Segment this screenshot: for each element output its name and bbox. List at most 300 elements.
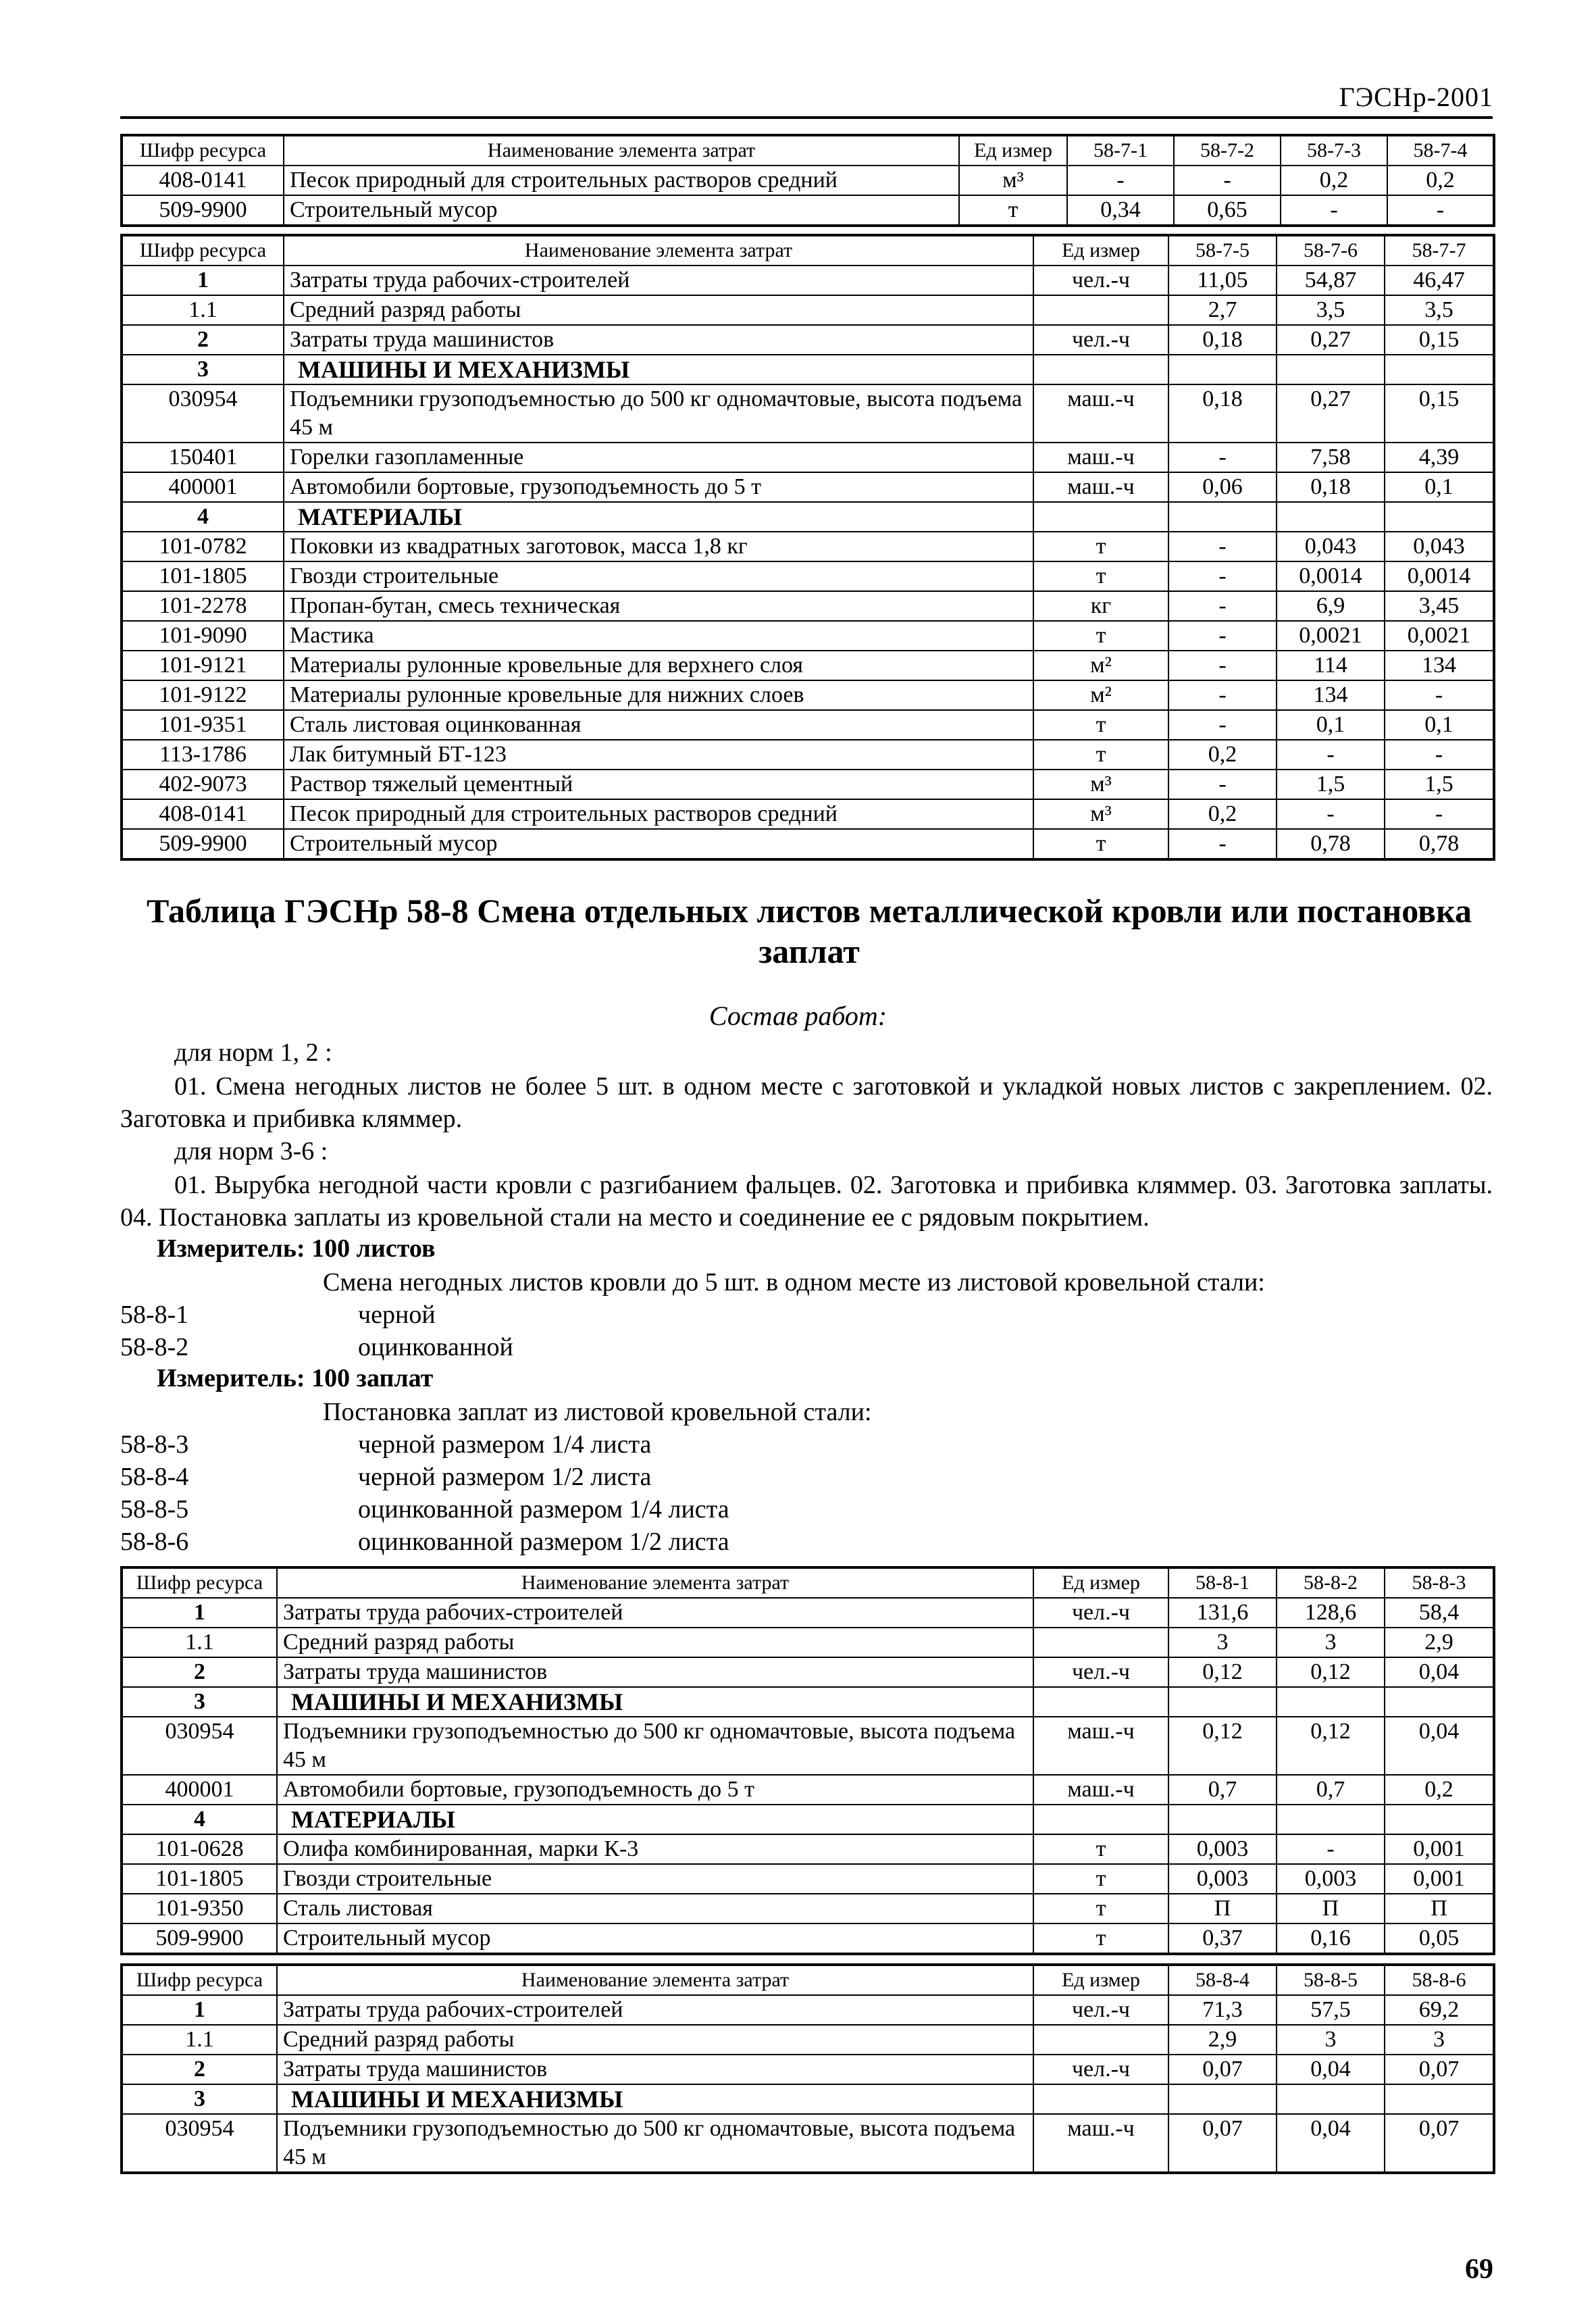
unit-cell <box>1033 2084 1168 2114</box>
value-cell: 71,3 <box>1168 1995 1277 2025</box>
table-row <box>122 770 1494 799</box>
value-cell: - <box>1277 740 1385 770</box>
table-row <box>122 2055 1494 2084</box>
cost-element-name-cell: Затраты труда рабочих-строителей <box>277 1598 1033 1628</box>
norm-58-8-4: 58-8-4 черной размером 1/2 листа <box>120 1463 652 1491</box>
cost-element-name-cell: Сталь листовая оцинкованная <box>284 710 1033 740</box>
norms-1-2-description: 01. Смена негодных листов не более 5 шт. в одном месте с заготовкой и укладкой новых листов с закреплением. 02. Заготовка и прибивка кляммер. <box>120 1072 1493 1133</box>
resource-code-cell: 101-1805 <box>122 1864 277 1894</box>
table-row <box>122 2114 1494 2173</box>
value-cell: 7,58 <box>1277 443 1385 472</box>
page-number: 69 <box>1465 2254 1493 2285</box>
cost-element-name-cell: Поковки из квадратных заготовок, масса 1,8 кг <box>284 532 1033 561</box>
resource-code-cell: 509-9900 <box>122 195 284 226</box>
unit-cell: м³ <box>959 166 1067 195</box>
value-cell: 134 <box>1277 680 1385 710</box>
value-cell: 0,18 <box>1277 472 1385 502</box>
table-row <box>122 1864 1494 1894</box>
value-cell: - <box>1385 740 1494 770</box>
value-cell <box>1277 1687 1385 1717</box>
value-cell: 0,043 <box>1277 532 1385 561</box>
table-row <box>122 1995 1494 2025</box>
value-cell: - <box>1168 561 1277 591</box>
column-header: 58-7-6 <box>1277 235 1385 266</box>
norm-58-8-1: 58-8-1 черной <box>120 1301 436 1329</box>
column-header: 58-7-7 <box>1385 235 1494 266</box>
norms-3-6-label: для норм 3-6 : <box>174 1137 328 1165</box>
value-cell: 0,003 <box>1168 1864 1277 1894</box>
cost-element-name-cell: МАШИНЫ И МЕХАНИЗМЫ <box>277 1687 1033 1717</box>
column-header: Наименование элемента затрат <box>284 135 959 166</box>
value-cell: - <box>1168 591 1277 621</box>
value-cell: 0,12 <box>1277 1717 1385 1775</box>
cost-element-name-cell: Средний разряд работы <box>277 1628 1033 1657</box>
value-cell: - <box>1385 799 1494 829</box>
value-cell <box>1385 2084 1494 2114</box>
resource-code-cell: 3 <box>122 2084 277 2114</box>
unit-cell: маш.-ч <box>1033 2114 1168 2173</box>
cost-element-name-cell: Затраты труда машинистов <box>284 325 1033 355</box>
unit-cell <box>1033 295 1168 325</box>
value-cell: 4,39 <box>1385 443 1494 472</box>
value-cell: 3 <box>1168 1628 1277 1657</box>
unit-cell: чел.-ч <box>1033 1657 1168 1687</box>
column-header: Наименование элемента затрат <box>284 235 1033 266</box>
value-cell: 0,003 <box>1168 1834 1277 1864</box>
value-cell: 0,18 <box>1168 325 1277 355</box>
resource-code-cell: 1 <box>122 1995 277 2025</box>
value-cell <box>1385 1805 1494 1834</box>
resource-code-cell: 1 <box>122 1598 277 1628</box>
value-cell: 0,27 <box>1277 384 1385 443</box>
unit-cell: т <box>959 195 1067 226</box>
unit-cell: чел.-ч <box>1033 2055 1168 2084</box>
value-cell <box>1168 1805 1277 1834</box>
table-header-row <box>122 235 1494 266</box>
table-row <box>122 1628 1494 1657</box>
resource-code-cell: 3 <box>122 1687 277 1717</box>
resource-code-cell: 030954 <box>122 2114 277 2173</box>
value-cell: - <box>1168 680 1277 710</box>
value-cell: - <box>1067 166 1174 195</box>
table-row <box>122 680 1494 710</box>
column-header: 58-8-1 <box>1168 1567 1277 1598</box>
cost-element-name-cell: Затраты труда машинистов <box>277 2055 1033 2084</box>
table-row <box>122 532 1494 561</box>
value-cell: - <box>1168 710 1277 740</box>
unit-cell: маш.-ч <box>1033 384 1168 443</box>
column-header: 58-7-4 <box>1387 135 1494 166</box>
unit-cell: т <box>1033 621 1168 651</box>
table-row <box>122 1923 1494 1954</box>
resource-code-cell: 030954 <box>122 1717 277 1775</box>
value-cell: 0,15 <box>1385 384 1494 443</box>
value-cell: 0,78 <box>1277 829 1385 859</box>
header-rule <box>120 116 1493 119</box>
value-cell: 0,0014 <box>1385 561 1494 591</box>
value-cell: 0,7 <box>1277 1775 1385 1805</box>
unit-cell: чел.-ч <box>1033 266 1168 295</box>
unit-cell: т <box>1033 532 1168 561</box>
resource-code-cell: 4 <box>122 502 284 532</box>
measurement-unit-1: Измеритель: 100 листов <box>157 1234 436 1263</box>
cost-element-name-cell: Мастика <box>284 621 1033 651</box>
table-header-row <box>122 1567 1494 1598</box>
column-header: Ед измер <box>959 135 1067 166</box>
value-cell: - <box>1277 799 1385 829</box>
cost-element-name-cell: МАШИНЫ И МЕХАНИЗМЫ <box>277 2084 1033 2114</box>
value-cell <box>1385 355 1494 384</box>
unit-cell: м³ <box>1033 770 1168 799</box>
unit-cell: чел.-ч <box>1033 1598 1168 1628</box>
column-header: Ед измер <box>1033 235 1168 266</box>
norm-58-8-3: 58-8-3 черной размером 1/4 листа <box>120 1430 652 1459</box>
resource-code-cell: 1.1 <box>122 2025 277 2055</box>
cost-element-name-cell: Средний разряд работы <box>277 2025 1033 2055</box>
resource-code-cell: 101-9122 <box>122 680 284 710</box>
unit-cell: т <box>1033 829 1168 859</box>
resource-code-cell: 408-0141 <box>122 799 284 829</box>
table-row <box>122 1657 1494 1687</box>
value-cell: 0,04 <box>1385 1657 1494 1687</box>
value-cell: - <box>1168 651 1277 680</box>
column-header: Шифр ресурса <box>122 1965 277 1995</box>
value-cell: 0,1 <box>1385 472 1494 502</box>
value-cell: - <box>1277 1834 1385 1864</box>
column-header: Шифр ресурса <box>122 235 284 266</box>
table-header-row <box>122 1965 1494 1995</box>
resource-code-cell: 030954 <box>122 384 284 443</box>
column-header: 58-8-2 <box>1277 1567 1385 1598</box>
table-row <box>122 384 1494 443</box>
column-header: 58-7-1 <box>1067 135 1174 166</box>
norms-table-58-7-5-7 <box>120 234 1495 861</box>
table-row <box>122 195 1494 226</box>
unit-cell <box>1033 355 1168 384</box>
cost-element-name-cell: Средний разряд работы <box>284 295 1033 325</box>
value-cell: 0,2 <box>1387 166 1494 195</box>
value-cell: 58,4 <box>1385 1598 1494 1628</box>
resource-code-cell: 113-1786 <box>122 740 284 770</box>
value-cell: - <box>1168 770 1277 799</box>
value-cell <box>1168 355 1277 384</box>
cost-element-name-cell: МАТЕРИАЛЫ <box>284 502 1033 532</box>
value-cell: 1,5 <box>1277 770 1385 799</box>
unit-cell: т <box>1033 1834 1168 1864</box>
resource-code-cell: 101-1805 <box>122 561 284 591</box>
value-cell: - <box>1385 680 1494 710</box>
unit-cell <box>1033 1805 1168 1834</box>
value-cell: 0,043 <box>1385 532 1494 561</box>
value-cell: - <box>1168 443 1277 472</box>
section-title: Таблица ГЭСНр 58-8 Смена отдельных листов металлической кровли или постановка заплат <box>146 892 1472 970</box>
value-cell: 0,12 <box>1277 1657 1385 1687</box>
cost-element-name-cell: Лак битумный БТ-123 <box>284 740 1033 770</box>
resource-code-cell: 2 <box>122 2055 277 2084</box>
table-row <box>122 740 1494 770</box>
value-cell: 0,06 <box>1168 472 1277 502</box>
table-row <box>122 829 1494 859</box>
value-cell: 3 <box>1385 2025 1494 2055</box>
resource-code-cell: 402-9073 <box>122 770 284 799</box>
column-header: Наименование элемента затрат <box>277 1567 1033 1598</box>
value-cell: - <box>1174 166 1281 195</box>
value-cell: 128,6 <box>1277 1598 1385 1628</box>
cost-element-name-cell: Подъемники грузоподъемностью до 500 кг одномачтовые, высота подъема 45 м <box>277 1717 1033 1775</box>
resource-code-cell: 1.1 <box>122 1628 277 1657</box>
resource-code-cell: 101-2278 <box>122 591 284 621</box>
table-row <box>122 1687 1494 1717</box>
table-row <box>122 710 1494 740</box>
work-composition-heading: Состав работ: <box>709 1001 887 1031</box>
column-header: Шифр ресурса <box>122 1567 277 1598</box>
value-cell: 0,07 <box>1385 2114 1494 2173</box>
norms-table-58-8-1-3 <box>120 1566 1495 1955</box>
resource-code-cell: 101-9351 <box>122 710 284 740</box>
cost-element-name-cell: Строительный мусор <box>284 195 959 226</box>
value-cell: 0,2 <box>1168 799 1277 829</box>
resource-code-cell: 4 <box>122 1805 277 1834</box>
norm-58-8-2: 58-8-2 оцинкованной <box>120 1333 513 1361</box>
resource-code-cell: 101-0782 <box>122 532 284 561</box>
unit-cell: т <box>1033 740 1168 770</box>
value-cell: - <box>1281 195 1387 226</box>
value-cell: - <box>1168 532 1277 561</box>
value-cell: - <box>1168 829 1277 859</box>
value-cell: 3,45 <box>1385 591 1494 621</box>
cost-element-name-cell: Строительный мусор <box>284 829 1033 859</box>
table-row <box>122 472 1494 502</box>
measurement-unit-2: Измеритель: 100 заплат <box>157 1364 434 1392</box>
cost-element-name-cell: МАШИНЫ И МЕХАНИЗМЫ <box>284 355 1033 384</box>
value-cell: 0,0021 <box>1277 621 1385 651</box>
value-cell: 0,0021 <box>1385 621 1494 651</box>
cost-element-name-cell: Затраты труда машинистов <box>277 1657 1033 1687</box>
document-code: ГЭСНр-2001 <box>1339 82 1493 112</box>
value-cell: 0,16 <box>1277 1923 1385 1954</box>
value-cell: 0,04 <box>1277 2055 1385 2084</box>
cost-element-name-cell: Автомобили бортовые, грузоподъемность до 5 т <box>284 472 1033 502</box>
resource-code-cell: 408-0141 <box>122 166 284 195</box>
resource-code-cell: 400001 <box>122 472 284 502</box>
unit-cell: м² <box>1033 680 1168 710</box>
value-cell: П <box>1168 1894 1277 1923</box>
table-row <box>122 1775 1494 1805</box>
column-header: 58-7-5 <box>1168 235 1277 266</box>
table-row <box>122 266 1494 295</box>
value-cell: 0,37 <box>1168 1923 1277 1954</box>
value-cell: 0,2 <box>1385 1775 1494 1805</box>
unit-cell: т <box>1033 561 1168 591</box>
column-header: Шифр ресурса <box>122 135 284 166</box>
value-cell: 0,04 <box>1385 1717 1494 1775</box>
cost-element-name-cell: Подъемники грузоподъемностью до 500 кг одномачтовые, высота подъема 45 м <box>284 384 1033 443</box>
resource-code-cell: 2 <box>122 325 284 355</box>
value-cell: 1,5 <box>1385 770 1494 799</box>
value-cell: 0,34 <box>1067 195 1174 226</box>
value-cell: 134 <box>1385 651 1494 680</box>
value-cell: 3,5 <box>1277 295 1385 325</box>
unit-cell: м² <box>1033 651 1168 680</box>
cost-element-name-cell: Строительный мусор <box>277 1923 1033 1954</box>
cost-element-name-cell: Горелки газопламенные <box>284 443 1033 472</box>
norm-group-2-description: Постановка заплат из листовой кровельной стали: <box>323 1398 872 1426</box>
table-row <box>122 1717 1494 1775</box>
cost-element-name-cell: Автомобили бортовые, грузоподъемность до 5 т <box>277 1775 1033 1805</box>
value-cell <box>1277 502 1385 532</box>
unit-cell: м³ <box>1033 799 1168 829</box>
table-header-row <box>122 135 1494 166</box>
table-row <box>122 591 1494 621</box>
table-row <box>122 295 1494 325</box>
cost-element-name-cell: Гвозди строительные <box>284 561 1033 591</box>
unit-cell: маш.-ч <box>1033 443 1168 472</box>
value-cell <box>1168 502 1277 532</box>
value-cell: 0,07 <box>1168 2055 1277 2084</box>
value-cell: 6,9 <box>1277 591 1385 621</box>
value-cell: 0,07 <box>1168 2114 1277 2173</box>
value-cell: 0,1 <box>1385 710 1494 740</box>
table-row <box>122 2025 1494 2055</box>
column-header: 58-7-3 <box>1281 135 1387 166</box>
table-row <box>122 1894 1494 1923</box>
value-cell: 114 <box>1277 651 1385 680</box>
cost-element-name-cell: Песок природный для строительных растворов средний <box>284 166 959 195</box>
cost-element-name-cell: Раствор тяжелый цементный <box>284 770 1033 799</box>
unit-cell <box>1033 2025 1168 2055</box>
cost-element-name-cell: Песок природный для строительных растворов средний <box>284 799 1033 829</box>
value-cell <box>1277 2084 1385 2114</box>
column-header: Наименование элемента затрат <box>277 1965 1033 1995</box>
resource-code-cell: 101-9121 <box>122 651 284 680</box>
column-header: 58-8-5 <box>1277 1965 1385 1995</box>
norms-1-2-label: для норм 1, 2 : <box>174 1038 332 1067</box>
value-cell: - <box>1387 195 1494 226</box>
resource-code-cell: 509-9900 <box>122 1923 277 1954</box>
value-cell: 2,9 <box>1385 1628 1494 1657</box>
resource-code-cell: 1.1 <box>122 295 284 325</box>
cost-element-name-cell: Гвозди строительные <box>277 1864 1033 1894</box>
value-cell: 3 <box>1277 2025 1385 2055</box>
resource-code-cell: 150401 <box>122 443 284 472</box>
unit-cell: т <box>1033 710 1168 740</box>
cost-element-name-cell: Материалы рулонные кровельные для нижних слоев <box>284 680 1033 710</box>
value-cell: 0,1 <box>1277 710 1385 740</box>
value-cell: П <box>1385 1894 1494 1923</box>
unit-cell: т <box>1033 1864 1168 1894</box>
table-row <box>122 561 1494 591</box>
value-cell: 0,003 <box>1277 1864 1385 1894</box>
resource-code-cell: 509-9900 <box>122 829 284 859</box>
value-cell <box>1277 355 1385 384</box>
table-row <box>122 1805 1494 1834</box>
value-cell: 0,04 <box>1277 2114 1385 2173</box>
value-cell: 0,78 <box>1385 829 1494 859</box>
column-header: Ед измер <box>1033 1965 1168 1995</box>
norms-3-6-description: 01. Вырубка негодной части кровли с разгибанием фальцев. 02. Заготовка и прибивка кляммер. 03. Заготовка заплаты. 04. Постановка заплаты из кровельной стали на место и соединение ее с рядовым покрытием. <box>120 1171 1493 1232</box>
value-cell: 0,07 <box>1385 2055 1494 2084</box>
value-cell <box>1385 1687 1494 1717</box>
value-cell: 0,18 <box>1168 384 1277 443</box>
table-row <box>122 2084 1494 2114</box>
value-cell: 46,47 <box>1385 266 1494 295</box>
cost-element-name-cell: Пропан-бутан, смесь техническая <box>284 591 1033 621</box>
cost-element-name-cell: Олифа комбинированная, марки К-3 <box>277 1834 1033 1864</box>
unit-cell <box>1033 502 1168 532</box>
column-header: 58-8-3 <box>1385 1567 1494 1598</box>
norms-table-58-8-4-6 <box>120 1963 1495 2174</box>
resource-code-cell: 1 <box>122 266 284 295</box>
norm-58-8-5: 58-8-5 оцинкованной размером 1/4 листа <box>120 1495 729 1524</box>
resource-code-cell: 2 <box>122 1657 277 1687</box>
norms-table-58-7-1-4 <box>120 134 1495 227</box>
resource-code-cell: 101-9350 <box>122 1894 277 1923</box>
norm-group-1-description: Смена негодных листов кровли до 5 шт. в одном месте из листовой кровельной стали: <box>323 1268 1265 1297</box>
value-cell <box>1168 2084 1277 2114</box>
value-cell: 0,27 <box>1277 325 1385 355</box>
cost-element-name-cell: МАТЕРИАЛЫ <box>277 1805 1033 1834</box>
cost-element-name-cell: Подъемники грузоподъемностью до 500 кг одномачтовые, высота подъема 45 м <box>277 2114 1033 2173</box>
value-cell: 57,5 <box>1277 1995 1385 2025</box>
value-cell <box>1168 1687 1277 1717</box>
value-cell: - <box>1168 621 1277 651</box>
table-row <box>122 621 1494 651</box>
value-cell: 131,6 <box>1168 1598 1277 1628</box>
value-cell: 0,001 <box>1385 1834 1494 1864</box>
value-cell: 0,12 <box>1168 1717 1277 1775</box>
unit-cell: т <box>1033 1894 1168 1923</box>
value-cell: 0,2 <box>1281 166 1387 195</box>
unit-cell: т <box>1033 1923 1168 1954</box>
resource-code-cell: 3 <box>122 355 284 384</box>
value-cell: П <box>1277 1894 1385 1923</box>
table-row <box>122 1834 1494 1864</box>
value-cell: 54,87 <box>1277 266 1385 295</box>
unit-cell <box>1033 1628 1168 1657</box>
value-cell: 0,7 <box>1168 1775 1277 1805</box>
unit-cell: чел.-ч <box>1033 325 1168 355</box>
unit-cell: маш.-ч <box>1033 1775 1168 1805</box>
value-cell: 0,12 <box>1168 1657 1277 1687</box>
cost-element-name-cell: Материалы рулонные кровельные для верхнего слоя <box>284 651 1033 680</box>
norm-58-8-6: 58-8-6 оцинкованной размером 1/2 листа <box>120 1528 729 1556</box>
table-row <box>122 799 1494 829</box>
cost-element-name-cell: Затраты труда рабочих-строителей <box>284 266 1033 295</box>
column-header: 58-7-2 <box>1174 135 1281 166</box>
table-row <box>122 651 1494 680</box>
column-header: Ед измер <box>1033 1567 1168 1598</box>
table-row <box>122 1598 1494 1628</box>
unit-cell: маш.-ч <box>1033 472 1168 502</box>
resource-code-cell: 101-9090 <box>122 621 284 651</box>
value-cell: 0,2 <box>1168 740 1277 770</box>
value-cell: 0,15 <box>1385 325 1494 355</box>
value-cell: 3,5 <box>1385 295 1494 325</box>
value-cell: 3 <box>1277 1628 1385 1657</box>
table-row <box>122 325 1494 355</box>
unit-cell: кг <box>1033 591 1168 621</box>
column-header: 58-8-6 <box>1385 1965 1494 1995</box>
table-row <box>122 502 1494 532</box>
cost-element-name-cell: Затраты труда рабочих-строителей <box>277 1995 1033 2025</box>
column-header: 58-8-4 <box>1168 1965 1277 1995</box>
value-cell: 0,0014 <box>1277 561 1385 591</box>
value-cell: 0,001 <box>1385 1864 1494 1894</box>
value-cell: 2,7 <box>1168 295 1277 325</box>
resource-code-cell: 400001 <box>122 1775 277 1805</box>
value-cell: 2,9 <box>1168 2025 1277 2055</box>
value-cell: 11,05 <box>1168 266 1277 295</box>
